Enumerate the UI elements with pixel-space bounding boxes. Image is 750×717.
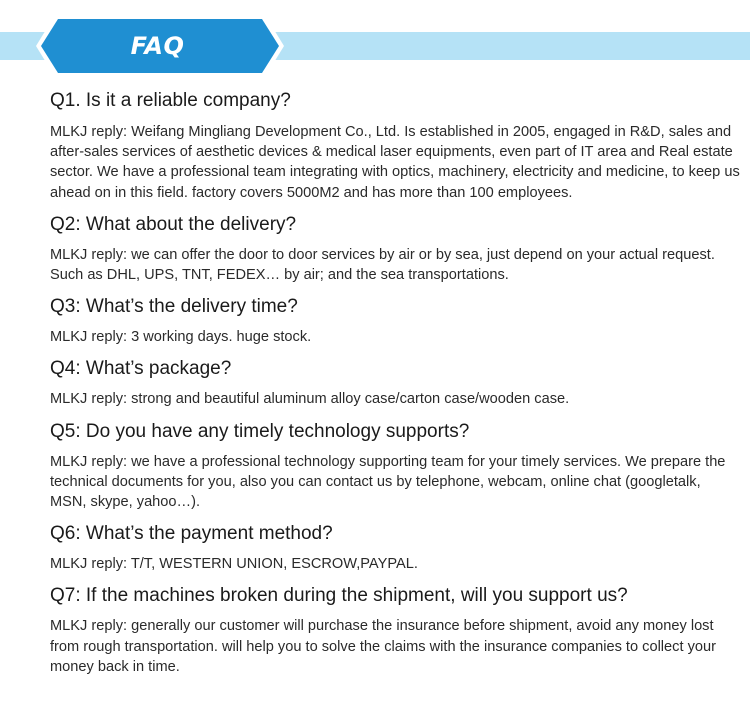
faq-item	[50, 521, 740, 574]
faq-item	[50, 212, 740, 285]
faq-question: Q7: If the machines broken during the shipment, will you support us?	[50, 585, 628, 607]
faq-item	[50, 88, 740, 203]
faq-answer: MLKJ reply: we can offer the door to door services by air or by sea, just depend on your actual request. Such as DHL, UPS, TNT, FEDEX… by air; and the sea transportations.	[50, 246, 715, 284]
faq-banner	[0, 0, 750, 80]
faq-answer: MLKJ reply: strong and beautiful aluminum alloy case/carton case/wooden case.	[50, 391, 570, 408]
faq-question: Q4: What’s package?	[50, 358, 232, 380]
faq-item	[50, 583, 740, 677]
faq-answer: MLKJ reply: T/T, WESTERN UNION, ESCROW,PAYPAL.	[50, 556, 418, 573]
faq-answer: MLKJ reply: we have a professional technology supporting team for your timely services. We prepare the technical documents for you, also you can contact us by telephone, webcam, online chat (googletalk, MSN, skype, yahoo…).	[50, 453, 726, 511]
faq-question: Q2: What about the delivery?	[50, 213, 297, 235]
faq-answer: MLKJ reply: Weifang Mingliang Development Co., Ltd. Is established in 2005, engaged in R&D, sales and after-sales services of aesthetic devices & medical laser equipments, even part of IT area and Real estate sector. We have a professional team integrating with optics, machinery, electricity and medicine, to keep us ahead on in this field. factory covers 5000M2 and has more than 100 employees.	[50, 124, 740, 201]
faq-question: Q3: What’s the delivery time?	[50, 296, 298, 318]
faq-answer: MLKJ reply: 3 working days. huge stock.	[50, 329, 312, 346]
faq-list	[50, 88, 740, 686]
faq-question: Q6: What’s the payment method?	[50, 523, 333, 545]
faq-question: Q5: Do you have any timely technology supports?	[50, 420, 470, 442]
faq-item	[50, 294, 740, 347]
faq-item	[50, 356, 740, 409]
faq-question: Q1. Is it a reliable company?	[50, 90, 291, 111]
faq-answer: MLKJ reply: generally our customer will purchase the insurance before shipment, avoid any money lost from rough transportation. will help you to solve the claims with the insurance companies to collect your money back in time.	[50, 618, 716, 675]
faq-item	[50, 419, 740, 513]
faq-title: FAQ	[130, 32, 185, 60]
